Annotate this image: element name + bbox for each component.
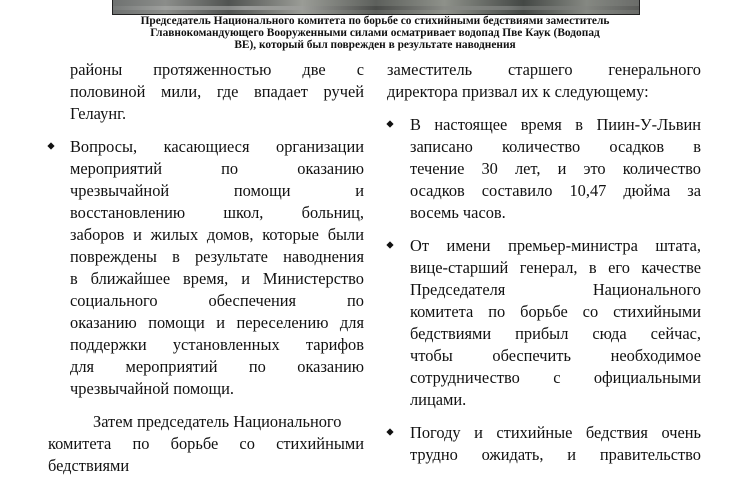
text-line: лицами. [410, 390, 467, 409]
text-line: чрезвычайной помощи и [70, 181, 364, 200]
text-line: сотрудничество с официальными [410, 368, 701, 387]
text-line: социального обеспечения по [70, 291, 364, 310]
text-line: для мероприятий по оказанию [70, 357, 364, 376]
text-line: половиной мили, где впадает ручей [70, 82, 364, 101]
text-line: районы протяженностью две с [70, 60, 364, 79]
intro-paragraph [387, 59, 701, 103]
text-line: бедствиями прибыл сюда сейчас, [410, 324, 701, 343]
text-line: Гелаунг. [70, 104, 127, 123]
text-line: комитета по борьбе со стихийными [48, 434, 364, 453]
waterfall-photo [112, 0, 640, 15]
text-line: осадков составило 10,47 дюйма за [410, 181, 701, 200]
text-line: В настоящее время в Пиин-У-Львин [410, 115, 701, 134]
bullet-icon [47, 142, 54, 149]
right-column [387, 59, 701, 466]
text-line: трудно ожидать, и правительство [410, 445, 701, 464]
text-line: комитета по борьбе со стихийными [410, 302, 701, 321]
bullet-item [48, 136, 364, 400]
text-line: вице-старший генерал, в его качестве [410, 258, 701, 277]
photo-texture [113, 6, 639, 10]
text-line: записано количество осадков в [410, 137, 701, 156]
caption-line: ВЕ), который был поврежден в результате наводнения [234, 39, 516, 51]
text-line: чрезвычайной помощи. [70, 379, 234, 398]
text-line: чтобы обеспечить необходимое [410, 346, 701, 365]
text-line: течение 30 лет, и это количество [410, 159, 701, 178]
bullet-icon [386, 428, 393, 435]
bullet-icon [386, 241, 393, 248]
text-line: повреждены в результате наводнения [70, 247, 364, 266]
caption-line: Председатель Национального комитета по борьбе со стихийными бедствиями заместитель [140, 15, 610, 27]
left-column [48, 59, 364, 477]
text-line: Председателя Национального [410, 280, 701, 299]
text-line: восемь часов. [410, 203, 506, 222]
text-line: заместитель старшего генерального [387, 60, 701, 79]
continued-bullet [48, 59, 364, 125]
text-line: Затем председатель Национального [93, 412, 342, 431]
body-paragraph [48, 411, 364, 477]
text-line: От имени премьер-министра штата, [410, 236, 701, 255]
text-line: Вопросы, касающиеся организации [70, 137, 364, 156]
text-line: заборов и жилых домов, которые были [70, 225, 364, 244]
bullet-item [387, 422, 701, 466]
text-line: бедствиями [48, 456, 130, 475]
text-line: Погоду и стихийные бедствия очень [410, 423, 701, 442]
text-line: в ближайшее время, и Министерство [70, 269, 364, 288]
bullet-icon [386, 120, 393, 127]
text-line: восстановлению школ, больниц, [70, 203, 364, 222]
text-line: мероприятий по оказанию [70, 159, 364, 178]
text-line: поддержки установленных тарифов [70, 335, 364, 354]
text-line: директора призвал их к следующему: [387, 82, 649, 101]
caption-line: Главнокомандующего Вооруженными силами осматривает водопад Пве Каук (Водопад [150, 27, 600, 39]
bullet-item [387, 114, 701, 224]
text-line: оказанию помощи и переселению для [70, 313, 364, 332]
photo-caption [110, 15, 640, 51]
bullet-item [387, 235, 701, 411]
